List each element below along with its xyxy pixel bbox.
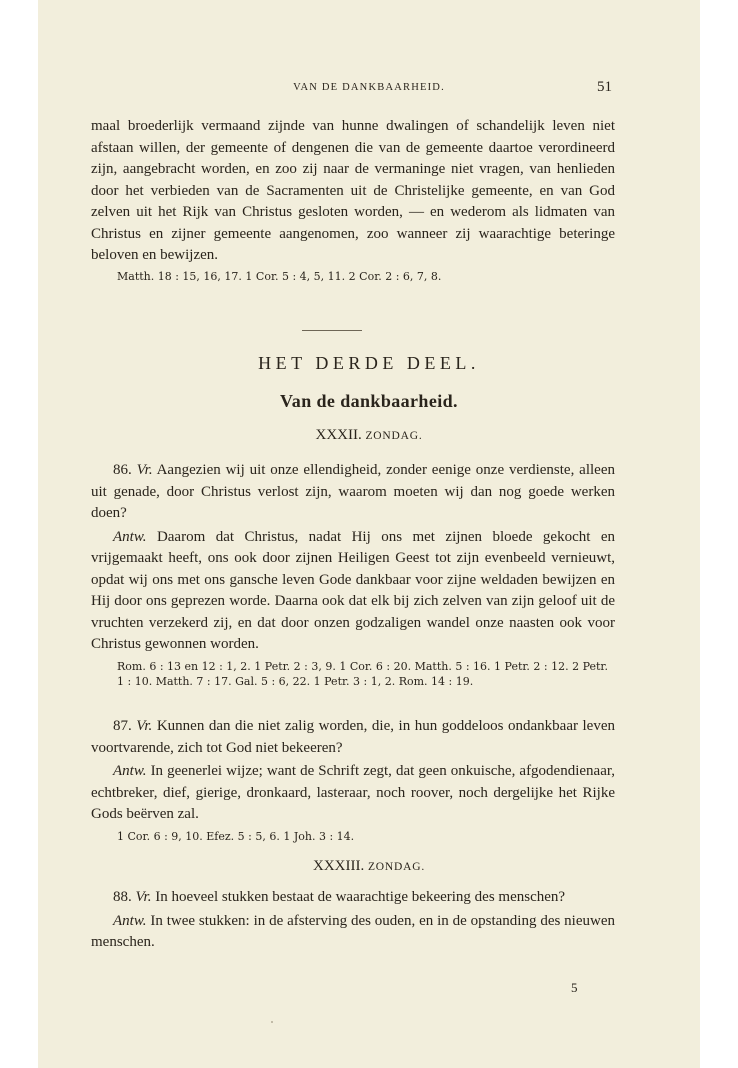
paper-speck [271, 1021, 273, 1023]
sunday-heading-33 [38, 858, 700, 875]
running-title: VAN DE DANKBAARHEID. [293, 82, 445, 93]
question-87 [91, 716, 615, 844]
intro-section [91, 116, 615, 284]
intro-references: Matth. 18 : 15, 16, 17. 1 Cor. 5 : 4, 5, 11. 2 Cor. 2 : 6, 7, 8. [117, 269, 442, 283]
answer-body: Daarom dat Christus, nadat Hij ons met zijnen bloede gekocht en vrijgemaakt heeft, ons ook door zijnen Heiligen Geest tot zijn evenbeeld vernieuwt, opdat wij ons met ons gansche leven Gode dankbaar voor zijne weldaden bewijzen en Hij door ons geprezen worde. Daarna ook dat elk bij zich zelven van zijn geloof uit de vruchten verzekerd zij, en dat door onzen godzaligen wandel onze naasten ook voor Christus gewonnen worden. [91, 528, 616, 652]
question-number: 88. [113, 889, 132, 905]
answer-label: Antw. [113, 528, 147, 545]
book-page [38, 0, 700, 1068]
answer-87-references: 1 Cor. 6 : 9, 10. Efez. 5 : 5, 6. 1 Joh. 3 : 14. [117, 829, 355, 843]
question-label: Vr. [136, 718, 153, 734]
question-87-text [91, 716, 615, 759]
sunday-heading-32 [38, 427, 700, 444]
question-88 [91, 887, 615, 954]
question-label: Vr. [135, 889, 152, 905]
answer-body: In twee stukken: in de afsterving des ouden, en in de opstanding des nieuwen menschen. [91, 912, 615, 950]
question-body: Aangezien wij uit onze ellendigheid, zonder eenige onze verdienste, alleen uit genade, door Christus verlost zijn, waarom moeten wij dan nog goede werken doen? [91, 462, 615, 521]
question-86-text [91, 460, 615, 525]
answer-86-text [91, 527, 615, 656]
part-title: HET DERDE DEEL. [258, 353, 480, 373]
question-label: Vr. [136, 462, 153, 478]
answer-86-references: Rom. 6 : 13 en 12 : 1, 2. 1 Petr. 2 : 3, 9. 1 Cor. 6 : 20. Matth. 5 : 16. 1 Petr. 2 : 12. 2 Petr. 1 : 10. Matth. 7 : 17. Gal. 5 : 6, 22. 1 Petr. 3 : 1, 2. Rom. 14 : 19. [117, 659, 608, 688]
question-88-text [91, 887, 615, 909]
sunday-numeral: XXXIII. [312, 858, 365, 874]
answer-87-text [91, 761, 615, 826]
page-number: 51 [597, 79, 612, 95]
question-number: 86. [113, 462, 132, 478]
section-divider [302, 330, 362, 331]
answer-label: Antw. [113, 912, 147, 929]
sunday-label: ZONDAG. [367, 861, 425, 873]
question-86 [91, 460, 615, 689]
answer-88-text [91, 911, 615, 954]
sunday-numeral: XXXII. [315, 427, 362, 443]
intro-paragraph: maal broederlijk vermaand zijnde van hunne dwalingen of schandelijk leven niet afstaan willen, der gemeente of dengenen die van de gemeente daartoe verordineerd zijn, aangebracht worden, en zoo zij naar de vermaninge niet vragen, van henlieden door het verbieden van de Sacramenten uit de Christelijke gemeente, en van God zelven uit het Rijk van Christus gesloten worden, — en wederom als lidmaten van Christus en zijner gemeente aangenomen, zoo wanneer zij waarachtige beteringe beloven en bewijzen. [91, 118, 615, 263]
answer-label: Antw. [113, 763, 147, 779]
question-number: 87. [113, 718, 132, 734]
answer-body: In geenerlei wijze; want de Schrift zegt, dat geen onkuische, afgodendienaar, echtbreker, dief, gierige, dronkaard, lasteraar, noch roover, noch dergelijke het Rijke Gods beërven zal. [91, 763, 616, 822]
sunday-label: ZONDAG. [365, 430, 423, 442]
part-subtitle: Van de dankbaarheid. [280, 391, 458, 411]
question-body: Kunnen dan die niet zalig worden, die, in hun goddeloos ondankbaar leven voortvarende, zich tot God niet bekeeren? [91, 718, 615, 756]
question-body: In hoeveel stukken bestaat de waarachtige bekeering des menschen? [155, 889, 566, 905]
signature-mark: 5 [571, 980, 578, 995]
page-header [38, 79, 700, 98]
